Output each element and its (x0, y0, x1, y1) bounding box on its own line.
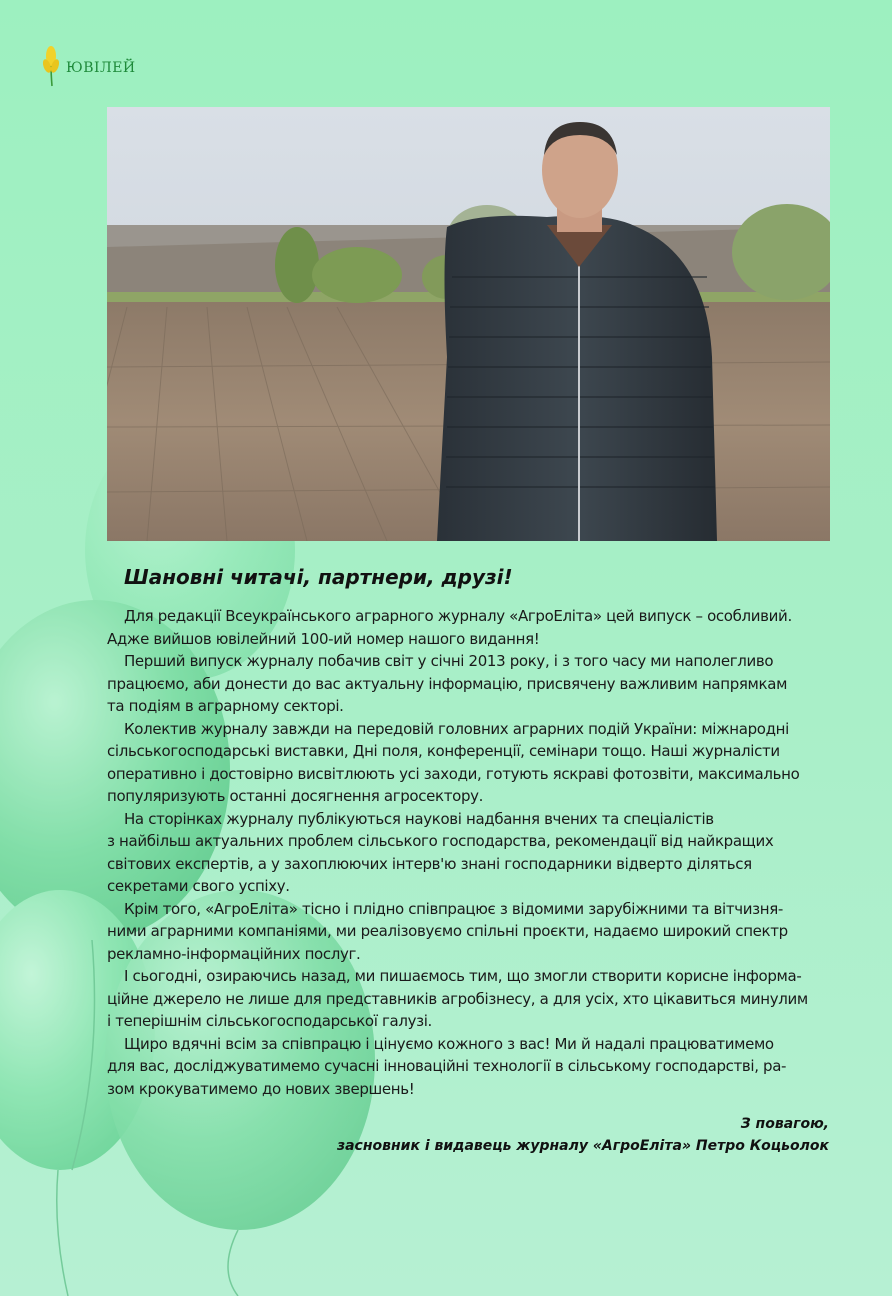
letter-line: Для редакції Всеукраїнського аграрного журналу «АгроЕліта» цей випуск – особливий. (124, 607, 792, 625)
letter-line: На сторінках журналу публікуються наукові надбання вчених та спеціалістів (124, 809, 714, 828)
letter-line: сільськогосподарські виставки, Дні поля, конференції, семінари тощо. Наші журналісти (107, 742, 780, 760)
letter-line: зом крокуватимемо до нових звершень! (107, 1079, 415, 1098)
section-header (40, 44, 136, 88)
letter-paragraph (107, 808, 830, 898)
letter-line: Колектив журналу завжди на передовій головних аграрних подій України: міжнародні (124, 719, 789, 738)
portrait-photo (107, 107, 830, 541)
letter-line: ними аграрними компаніями, ми реалізовуємо спільні проєкти, надаємо широкий спектр (107, 922, 788, 940)
letter-line: Щиро вдячні всім за співпрацю і цінуємо кожного з вас! Ми й надалі працюватимемо (124, 1034, 774, 1053)
signature-regards: З повагою, (740, 1116, 829, 1132)
letter-line: для вас, досліджуватимемо сучасні інноваційні технології в сільському господарстві, ра- (107, 1057, 787, 1075)
letter-paragraph (107, 965, 830, 1033)
letter-line: Адже вийшов ювілейний 100-ий номер нашого видання! (107, 629, 540, 648)
letter-line: популяризують останні досягнення агросектору. (107, 787, 484, 805)
letter-line: рекламно-інформаційних послуг. (107, 944, 361, 963)
signature (337, 1113, 829, 1157)
letter-paragraph (107, 605, 830, 650)
signature-author: засновник і видавець журналу «АгроЕліта» Петро Коцьолок (336, 1138, 829, 1154)
section-label: ЮВІЛЕЙ (66, 60, 136, 76)
letter-paragraph (107, 650, 830, 718)
letter-line: ційне джерело не лише для представників агробізнесу, а для усіх, хто цікавиться минулим (107, 989, 808, 1008)
wheat-ear-icon (40, 44, 62, 88)
letter-line: працюємо, аби донести до вас актуальну інформацію, присвячену важливим напрямкам (107, 674, 788, 693)
letter-line: світових експертів, а у захоплюючих інтерв'ю знані господарники відверто діляться (107, 854, 752, 873)
letter-line: І сьогодні, озираючись назад, ми пишаємось тим, що змогли створити корисне інформа- (124, 967, 802, 985)
letter-body (107, 605, 830, 1100)
letter-line: секретами свого успіху. (107, 877, 290, 895)
letter-paragraph (107, 1033, 830, 1101)
letter-line: оперативно і достовірно висвітлюють усі заходи, готують яскраві фотозвіти, максимально (107, 764, 800, 783)
letter-line: Перший випуск журналу побачив світ у січні 2013 року, і з того часу ми наполегливо (124, 652, 774, 670)
letter-paragraph (107, 898, 830, 966)
letter-line: з найбільш актуальних проблем сільського господарства, рекомендації від найкращих (107, 832, 774, 850)
letter-line: Крім того, «АгроЕліта» тісно і плідно співпрацює з відомими зарубіжними та вітчизня- (124, 899, 783, 918)
letter-line: та подіям в аграрному секторі. (107, 697, 344, 715)
letter-line: і теперішнім сільськогосподарської галузі. (107, 1012, 432, 1030)
greeting-heading: Шановні читачі, партнери, друзі! (124, 565, 513, 589)
letter-paragraph (107, 718, 830, 808)
